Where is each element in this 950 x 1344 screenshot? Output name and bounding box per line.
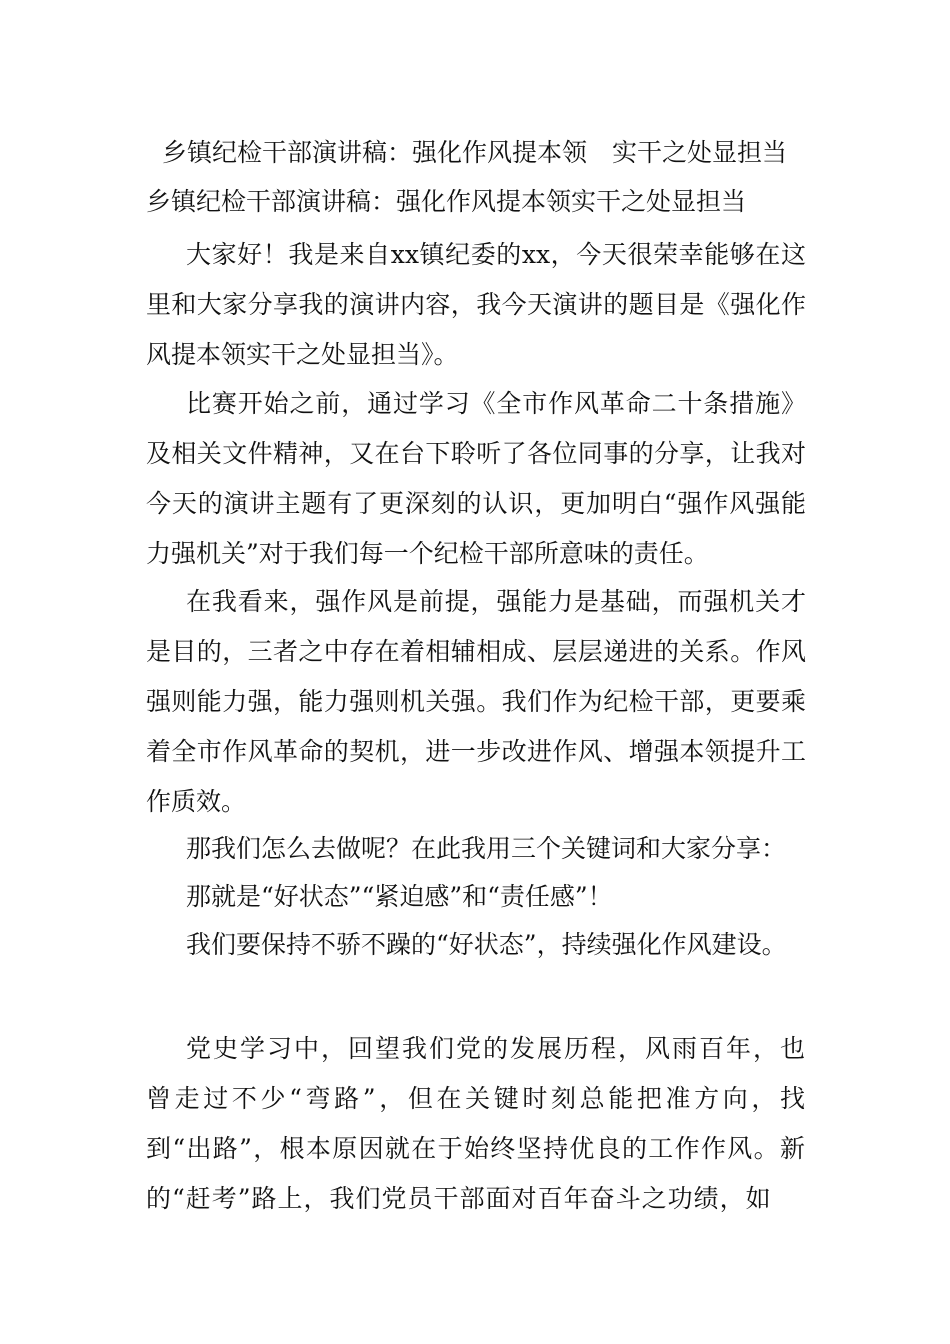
- paragraph-party-history: 党史学习中，回望我们党的发展历程，风雨百年，也曾走过不少“弯路”，但在关键时刻总能把准方向，找到“出路”，根本原因就在于始终坚持优良的工作作风。新的“赶考”路上，我们党员干部面对百年奋斗之功绩，如: [146, 1034, 806, 1213]
- document-title: 乡镇纪检干部演讲稿：强化作风提本领 实干之处显担当: [162, 138, 788, 167]
- paragraph-keywords: 那就是“好状态”“紧迫感”和“责任感”！: [186, 882, 613, 911]
- paragraph-view: 在我看来，强作风是前提，强能力是基础，而强机关才是目的，三者之中存在着相辅相成、层层递进的关系。作风强则能力强，能力强则机关强。我们作为纪检干部，更要乘着全市作风革命的契机，进一步改进作风、增强本领提升工作质效。: [146, 587, 806, 816]
- paragraph-question: 那我们怎么去做呢？在此我用三个关键词和大家分享：: [186, 834, 787, 863]
- paragraph-preface: 比赛开始之前，通过学习《全市作风革命二十条措施》及相关文件精神，又在台下聆听了各位同事的分享，让我对今天的演讲主题有了更深刻的认识，更加明白“强作风强能力强机关”对于我们每一个纪检干部所意味的责任。: [146, 389, 806, 568]
- paragraph-greeting: 大家好！我是来自xx镇纪委的xx，今天很荣幸能够在这里和大家分享我的演讲内容，我今天演讲的题目是《强化作风提本领实干之处显担当》。: [146, 240, 806, 369]
- document-subtitle: 乡镇纪检干部演讲稿：强化作风提本领实干之处显担当: [146, 187, 747, 216]
- paragraph-good-state: 我们要保持不骄不躁的“好状态”，持续强化作风建设。: [186, 930, 787, 959]
